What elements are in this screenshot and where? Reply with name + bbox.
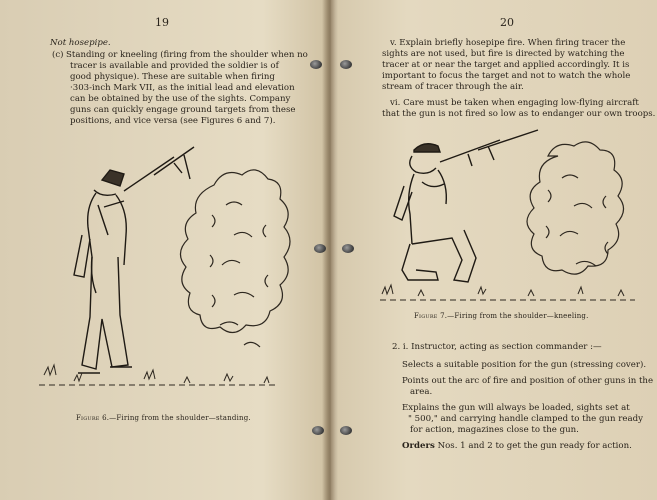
item-1: Selects a suitable position for the gun (stressing cover). bbox=[402, 360, 647, 370]
para-c-line-7: positions, and vice versa (see Figures 6 and 7). bbox=[70, 116, 276, 126]
item-3-line-2: " 500," and carrying handle clamped to the gun ready bbox=[408, 414, 643, 424]
standing-soldier bbox=[74, 147, 194, 373]
item-4-rest: Nos. 1 and 2 to get the gun ready for action. bbox=[434, 441, 632, 451]
figure-7-caption-label: Figure 7. bbox=[414, 312, 448, 320]
ground-grass-right bbox=[380, 285, 635, 300]
figure-7-caption bbox=[414, 312, 589, 320]
para-c-line-1: Standing or kneeling (firing from the shoulder when no bbox=[66, 50, 308, 60]
para-c-line-4: ·303-inch Mark VII, as the initial lead and elevation bbox=[70, 83, 295, 93]
item-4 bbox=[402, 441, 632, 452]
figure-6-caption-label: Figure 6. bbox=[76, 414, 110, 422]
para-vi-line-2: that the gun is not fired so low as to endanger our own troops. bbox=[382, 109, 656, 119]
smoke-cloud-left bbox=[180, 170, 290, 347]
para-c-line-3: good physique). These are suitable when firing bbox=[70, 72, 275, 82]
right-page bbox=[330, 0, 657, 500]
figure-6-illustration bbox=[34, 145, 294, 395]
kneeling-soldier bbox=[394, 130, 538, 282]
figure-7-illustration bbox=[378, 126, 640, 304]
figure-7-caption-text: —Firing from the shoulder—kneeling. bbox=[447, 312, 589, 320]
para-vi-line-1: vi. Care must be taken when engaging low-flying aircraft bbox=[390, 98, 639, 108]
item-3-line-3: for action, magazines close to the gun. bbox=[410, 425, 579, 435]
staple-top-left bbox=[310, 60, 322, 69]
para-c-line-6: guns can quickly engage ground targets from these bbox=[70, 105, 296, 115]
page-number-right: 20 bbox=[500, 16, 514, 29]
para-2-line-1: 2. i. Instructor, acting as section commander :— bbox=[392, 342, 602, 352]
para-c-label: (c) bbox=[52, 50, 64, 60]
para-c-line-5: can be obtained by the use of the sights. Company bbox=[70, 94, 291, 104]
staple-bottom-left bbox=[312, 426, 324, 435]
para-v-line-2: sights are not used, but fire is directed by watching the bbox=[382, 49, 625, 59]
figure-6-caption-text: —Firing from the shoulder—standing. bbox=[109, 414, 251, 422]
item-4-bold: Orders bbox=[402, 441, 435, 451]
left-page bbox=[0, 0, 328, 500]
staple-middle-left bbox=[314, 244, 326, 253]
figure-6-caption bbox=[76, 414, 251, 422]
item-2-line-1: Points out the arc of fire and position of other guns in the bbox=[402, 376, 654, 386]
smoke-cloud-right bbox=[527, 142, 624, 274]
not-hosepipe-heading: Not hosepipe. bbox=[50, 38, 111, 48]
page-number-left: 19 bbox=[155, 16, 169, 29]
para-v-line-4: important to focus the target and not to watch the whole bbox=[382, 71, 631, 81]
para-c-line-2: tracer is available and provided the soldier is of bbox=[70, 61, 279, 71]
para-v-line-5: stream of tracer through the air. bbox=[382, 82, 524, 92]
para-v-line-3: tracer at or near the target and applied accordingly. It is bbox=[382, 60, 630, 70]
ground-grass-left bbox=[39, 365, 279, 385]
para-v-line-1: v. Explain briefly hosepipe fire. When firing tracer the bbox=[390, 38, 626, 48]
item-3-line-1: Explains the gun will always be loaded, sights set at bbox=[402, 403, 630, 413]
item-2-line-2: area. bbox=[410, 387, 433, 397]
